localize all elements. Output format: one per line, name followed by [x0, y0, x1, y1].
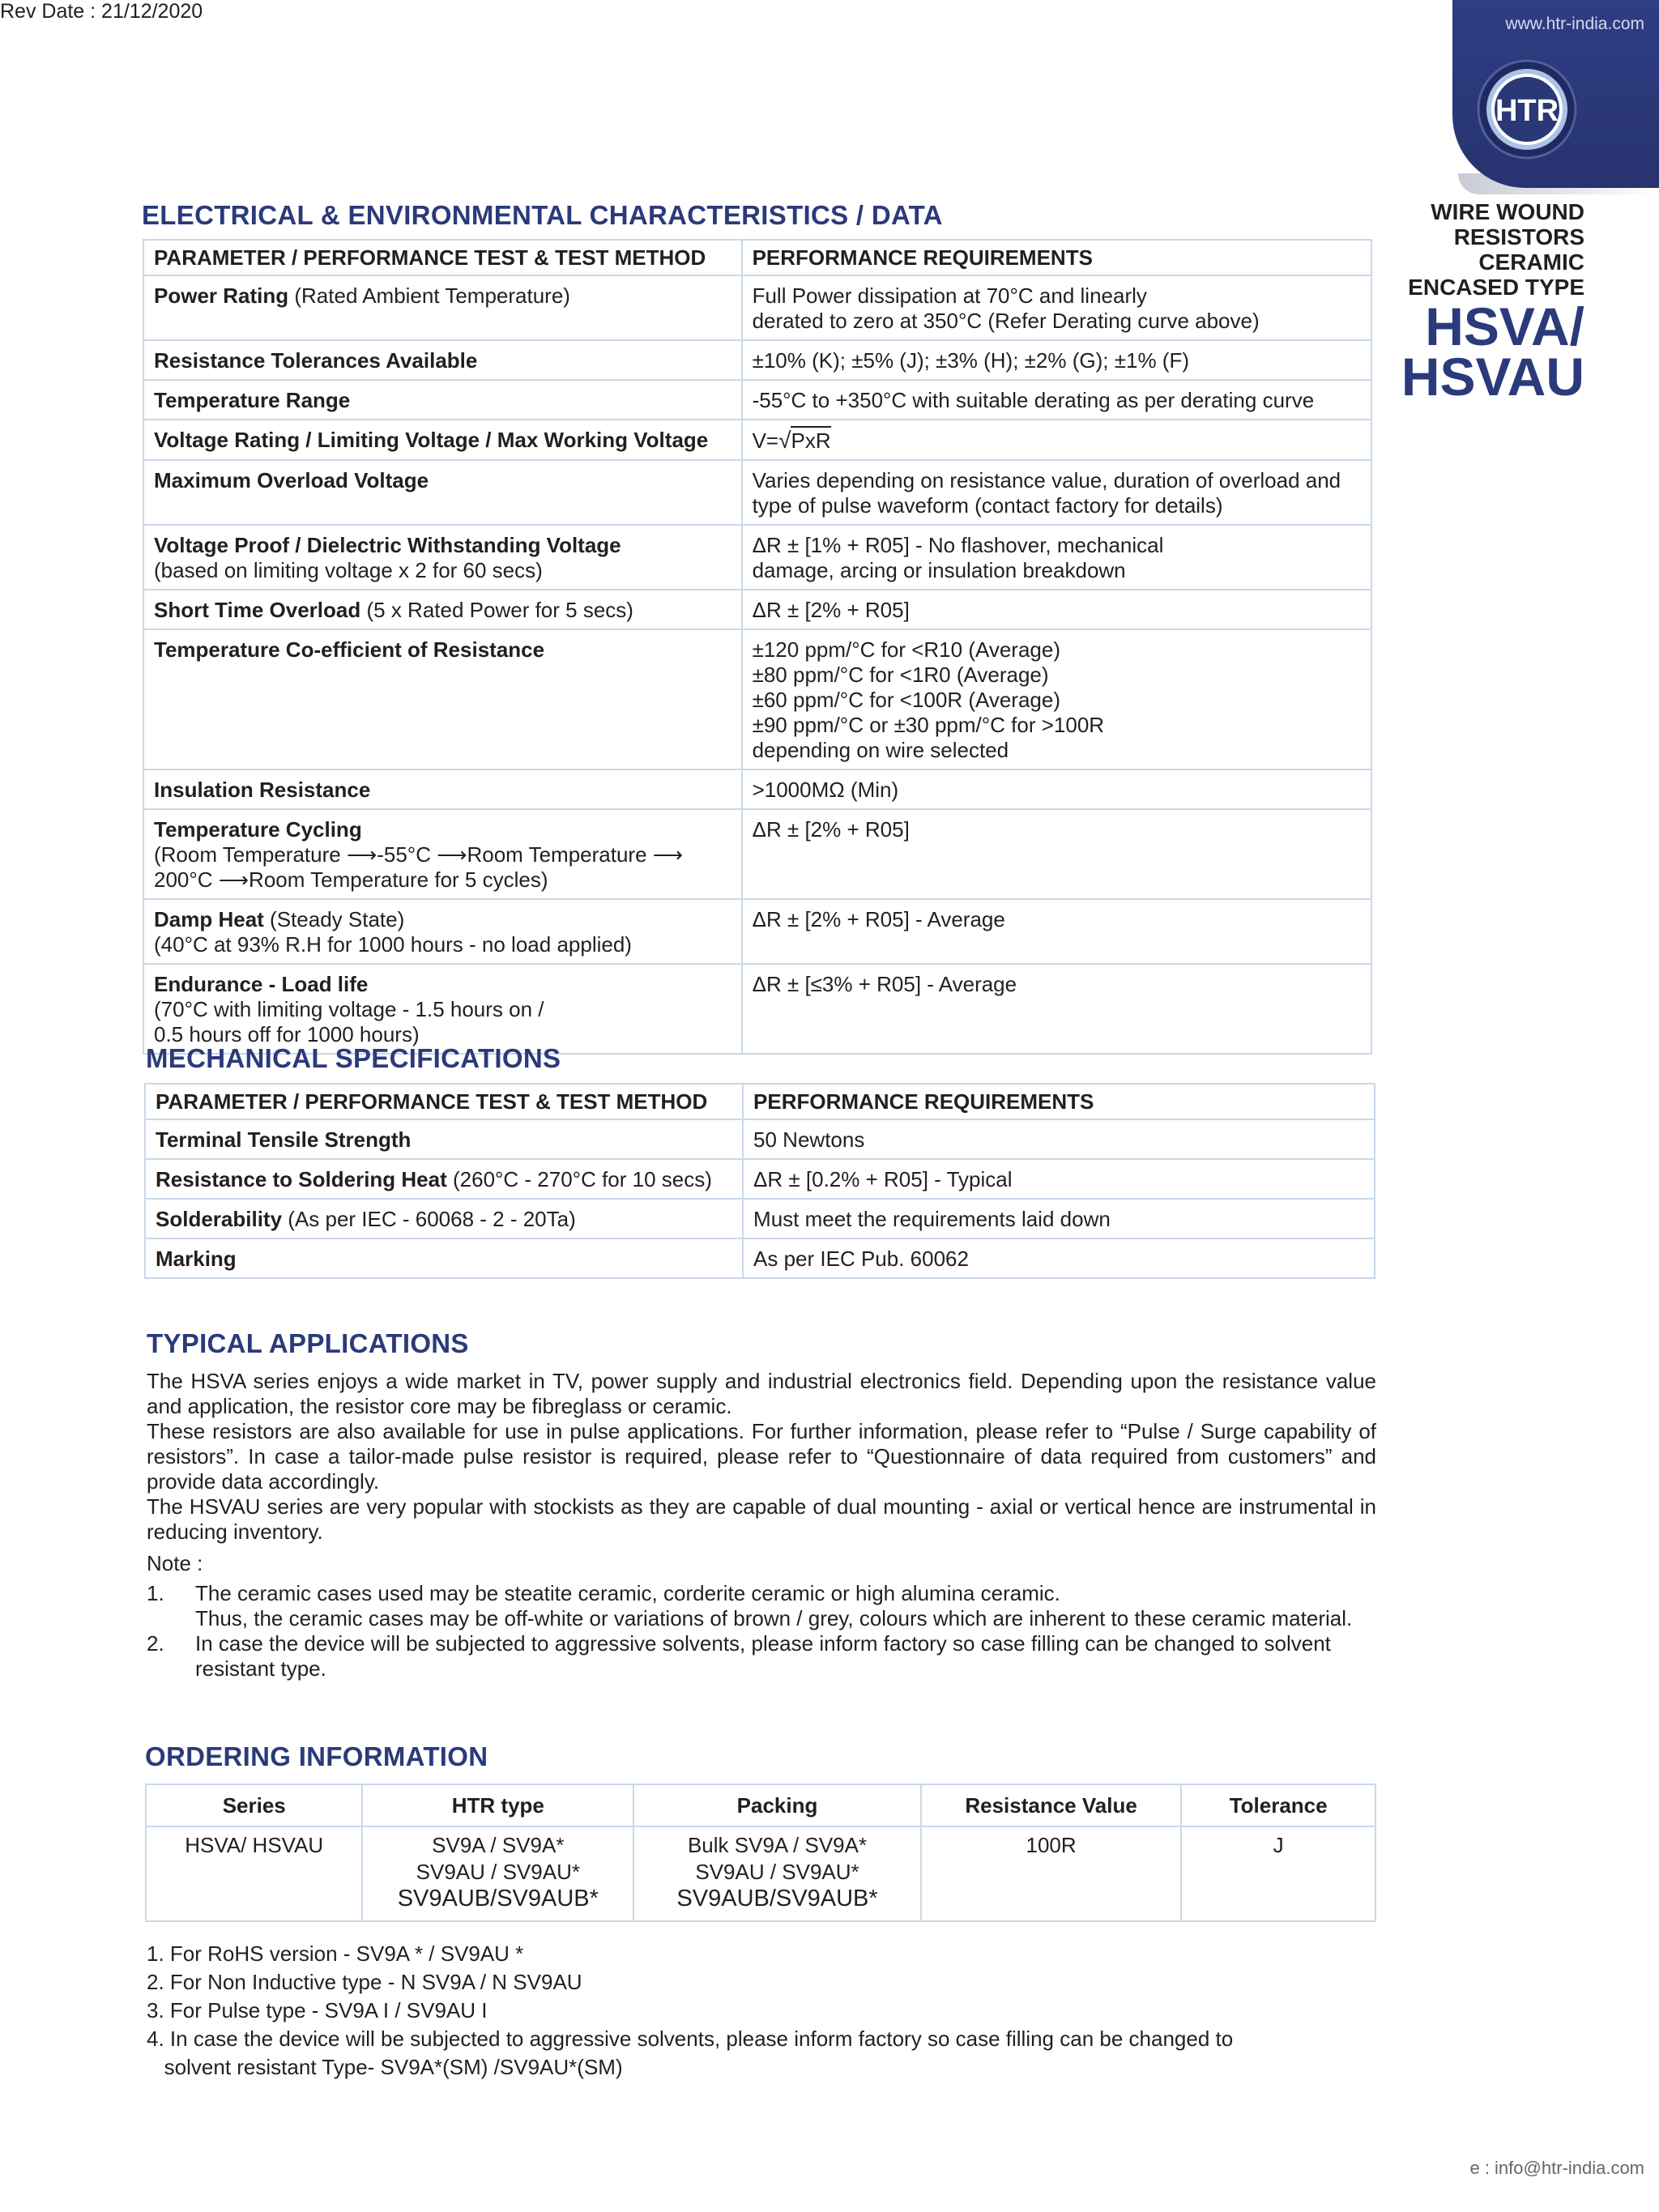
mechanical-section-title: MECHANICAL SPECIFICATIONS [146, 1043, 561, 1073]
parameter-name: Insulation Resistance [154, 778, 371, 802]
parameter-cell [143, 420, 742, 460]
parameter-note: (As per IEC - 60068 - 2 - 20Ta) [282, 1207, 576, 1231]
product-type-line: WIRE WOUND [1431, 199, 1584, 224]
ordering-note: 1. For RoHS version - SV9A * / SV9AU * [147, 1941, 524, 1966]
requirement-cell [742, 590, 1371, 629]
requirement-cell [742, 380, 1371, 420]
parameter-cell [143, 275, 742, 340]
note-number: 1. [147, 1581, 164, 1605]
table-header-row [146, 1784, 1375, 1826]
parameter-cell [143, 964, 742, 1054]
requirement-line: depending on wire selected [752, 738, 1009, 762]
requirement-cell [742, 629, 1371, 769]
parameter-name: Voltage Rating / Limiting Voltage / Max Working Voltage [154, 428, 709, 452]
column-header-parameter: PARAMETER / PERFORMANCE TEST & TEST METHOD [143, 240, 742, 275]
parameter-cell [145, 1119, 743, 1159]
column-header-series: Series [146, 1784, 362, 1826]
htr-type-cell [362, 1826, 633, 1921]
table-row [143, 340, 1371, 380]
parameter-name: Maximum Overload Voltage [154, 468, 429, 492]
parameter-cell [145, 1238, 743, 1278]
table-row [145, 1159, 1375, 1199]
column-header-resistance-value: Resistance Value [921, 1784, 1181, 1826]
requirement-cell [742, 340, 1371, 380]
table-row [143, 899, 1371, 964]
requirement-line: ±120 ppm/°C for <R10 (Average) [752, 637, 1061, 662]
parameter-note: (260°C - 270°C for 10 secs) [446, 1167, 712, 1191]
note-item [147, 1581, 1376, 1631]
requirement-line: type of pulse waveform (contact factory for details) [752, 493, 1223, 518]
rev-date: Rev Date : 21/12/2020 [0, 0, 203, 23]
parameter-name: Voltage Proof / Dielectric Withstanding Voltage [154, 533, 621, 557]
requirement-cell [742, 769, 1371, 809]
requirement-line: ΔR ± [2% + R05] [752, 817, 910, 842]
resistance-value-cell: 100R [921, 1826, 1181, 1921]
table-header-row [143, 240, 1371, 275]
requirement-cell [742, 460, 1371, 525]
applications-paragraph: The HSVAU series are very popular with stockists as they are capable of dual mounting - axial or vertical hence are instrumental in reducing inventory. [147, 1494, 1376, 1544]
htr-type-line: SV9A / SV9A* [432, 1833, 565, 1857]
table-row [143, 629, 1371, 769]
requirement-cell: ΔR ± [0.2% + R05] - Typical [743, 1159, 1375, 1199]
parameter-name: Marking [156, 1247, 237, 1271]
ordering-note: 3. For Pulse type - SV9A I / SV9AU I [147, 1998, 488, 2022]
table-row [143, 964, 1371, 1054]
ordering-note: 2. For Non Inductive type - N SV9A / N SV9AU [147, 1970, 582, 1994]
voltage-formula-radicand: PxR [791, 426, 830, 453]
parameter-name: Temperature Range [154, 388, 351, 412]
series-cell: HSVA/ HSVAU [146, 1826, 362, 1921]
parameter-note: (5 x Rated Power for 5 secs) [360, 598, 633, 622]
sqrt-symbol-icon: √ [778, 428, 791, 453]
note-number: 2. [147, 1631, 164, 1656]
requirement-line: ΔR ± [2% + R05] - Average [752, 907, 1005, 931]
table-row [143, 275, 1371, 340]
requirement-cell [742, 420, 1371, 460]
ordering-note: 4. In case the device will be subjected to aggressive solvents, please inform factory so case filling can be changed to [147, 2027, 1234, 2051]
parameter-cell [145, 1159, 743, 1199]
column-header-tolerance: Tolerance [1181, 1784, 1375, 1826]
applications-section-title: TYPICAL APPLICATIONS [147, 1328, 469, 1358]
requirement-line: damage, arcing or insulation breakdown [752, 558, 1126, 582]
column-header-packing: Packing [633, 1784, 921, 1826]
packing-line: SV9AU / SV9AU* [695, 1860, 859, 1884]
ordering-note: solvent resistant Type- SV9A*(SM) /SV9AU*(SM) [147, 2055, 623, 2079]
website-link[interactable]: www.htr-india.com [1505, 15, 1644, 33]
parameter-note: (70°C with limiting voltage - 1.5 hours on / [154, 997, 544, 1021]
parameter-note: 200°C ⟶Room Temperature for 5 cycles) [154, 867, 548, 892]
parameter-name: Resistance Tolerances Available [154, 348, 478, 373]
column-header-htr-type: HTR type [362, 1784, 633, 1826]
table-row [143, 420, 1371, 460]
parameter-name: Terminal Tensile Strength [156, 1127, 412, 1152]
product-type-line: RESISTORS [1453, 224, 1584, 249]
requirement-cell [742, 964, 1371, 1054]
parameter-cell [143, 629, 742, 769]
ordering-table [145, 1784, 1376, 1922]
parameter-name: Endurance - Load life [154, 972, 369, 996]
requirement-cell [742, 275, 1371, 340]
requirement-cell [742, 899, 1371, 964]
column-header-parameter: PARAMETER / PERFORMANCE TEST & TEST METHOD [145, 1084, 743, 1119]
note-line: resistant type. [195, 1656, 326, 1681]
applications-body [147, 1369, 1376, 1681]
product-type-line: ENCASED TYPE [1408, 275, 1584, 300]
note-line: Thus, the ceramic cases may be off-white or variations of brown / grey, colours which are inherent to these ceramic material. [195, 1606, 1353, 1630]
parameter-cell [143, 525, 742, 590]
parameter-note: (Rated Ambient Temperature) [288, 283, 570, 308]
voltage-formula-prefix: V= [752, 428, 779, 453]
table-row [143, 525, 1371, 590]
table-row [143, 769, 1371, 809]
parameter-name: Temperature Co-efficient of Resistance [154, 637, 545, 662]
note-label: Note : [147, 1551, 203, 1575]
requirement-line: >1000MΩ (Min) [752, 778, 899, 802]
column-header-requirements: PERFORMANCE REQUIREMENTS [742, 240, 1371, 275]
parameter-name: Temperature Cycling [154, 817, 362, 842]
requirement-line: Full Power dissipation at 70°C and linearly [752, 283, 1147, 308]
requirement-cell [742, 809, 1371, 899]
product-type [1408, 199, 1584, 300]
product-type-line: CERAMIC [1478, 249, 1584, 275]
requirement-line: ±90 ppm/°C or ±30 ppm/°C for >100R [752, 713, 1105, 737]
parameter-cell [143, 899, 742, 964]
table-row [143, 460, 1371, 525]
parameter-name: Power Rating [154, 283, 289, 308]
column-header-requirements: PERFORMANCE REQUIREMENTS [743, 1084, 1375, 1119]
note-item [147, 1631, 1376, 1681]
requirement-line: ΔR ± [2% + R05] [752, 598, 910, 622]
table-row [143, 809, 1371, 899]
htr-logo-icon [1476, 58, 1578, 160]
product-code [1401, 296, 1584, 407]
table-row [143, 590, 1371, 629]
electrical-section-title: ELECTRICAL & ENVIRONMENTAL CHARACTERISTICS / DATA [142, 200, 943, 230]
parameter-name: Damp Heat [154, 907, 264, 931]
table-row [145, 1238, 1375, 1278]
note-line: The ceramic cases used may be steatite ceramic, corderite ceramic or high alumina ceramic. [195, 1581, 1060, 1605]
requirement-line: Varies depending on resistance value, duration of overload and [752, 468, 1341, 492]
packing-line: SV9AUB/SV9AUB* [676, 1886, 878, 1912]
ordering-notes [147, 1940, 1233, 2082]
parameter-note: (Room Temperature ⟶-55°C ⟶Room Temperature ⟶ [154, 842, 684, 867]
requirement-cell: As per IEC Pub. 60062 [743, 1238, 1375, 1278]
parameter-cell [145, 1199, 743, 1238]
parameter-note: (40°C at 93% R.H for 1000 hours - no load applied) [154, 932, 632, 957]
tolerance-cell: J [1181, 1826, 1375, 1921]
applications-paragraph: The HSVA series enjoys a wide market in TV, power supply and industrial electronics field. Depending upon the resistance value and application, the resistor core may be fibreglass or ceramic. [147, 1369, 1376, 1418]
parameter-cell [143, 460, 742, 525]
requirement-line: ±80 ppm/°C for <1R0 (Average) [752, 663, 1049, 687]
footer-email[interactable]: e : info@htr-india.com [1469, 2158, 1644, 2178]
parameter-name: Short Time Overload [154, 598, 361, 622]
htr-type-line: SV9AU / SV9AU* [416, 1860, 580, 1884]
requirement-line: derated to zero at 350°C (Refer Derating curve above) [752, 309, 1260, 333]
logo-text: HTR [1495, 94, 1559, 128]
ordering-section-title: ORDERING INFORMATION [145, 1741, 488, 1771]
requirement-line: ±10% (K); ±5% (J); ±3% (H); ±2% (G); ±1% (F) [752, 348, 1189, 373]
table-row [143, 380, 1371, 420]
product-code-line: HSVA/ [1425, 296, 1584, 356]
requirement-cell: 50 Newtons [743, 1119, 1375, 1159]
parameter-note: (Steady State) [263, 907, 405, 931]
table-row [146, 1826, 1375, 1921]
electrical-table [143, 239, 1372, 1055]
parameter-cell [143, 380, 742, 420]
requirement-line: ΔR ± [≤3% + R05] - Average [752, 972, 1017, 996]
parameter-cell [143, 809, 742, 899]
parameter-note: 0.5 hours off for 1000 hours) [154, 1022, 420, 1046]
note-line: In case the device will be subjected to aggressive solvents, please inform factory so case filling can be changed to solvent [195, 1631, 1331, 1656]
table-header-row [145, 1084, 1375, 1119]
packing-cell [633, 1826, 921, 1921]
requirement-line: ±60 ppm/°C for <100R (Average) [752, 688, 1061, 712]
mechanical-table [144, 1083, 1375, 1279]
product-code-line: HSVAU [1401, 347, 1584, 407]
applications-paragraph: These resistors are also available for use in pulse applications. For further information, please refer to “Pulse / Surge capability of resistors”. In case a tailor-made pulse resistor is required, please refer to “Questionnaire of data required from customers” and provide data accordingly. [147, 1419, 1376, 1494]
parameter-note: (based on limiting voltage x 2 for 60 secs) [154, 558, 543, 582]
parameter-name: Resistance to Soldering Heat [156, 1167, 447, 1191]
parameter-cell [143, 340, 742, 380]
table-row [145, 1199, 1375, 1238]
requirement-cell [742, 525, 1371, 590]
parameter-name: Solderability [156, 1207, 283, 1231]
requirement-line: -55°C to +350°C with suitable derating as per derating curve [752, 388, 1315, 412]
requirement-cell: Must meet the requirements laid down [743, 1199, 1375, 1238]
table-row [145, 1119, 1375, 1159]
parameter-cell [143, 590, 742, 629]
packing-line: Bulk SV9A / SV9A* [687, 1833, 868, 1857]
requirement-line: ΔR ± [1% + R05] - No flashover, mechanical [752, 533, 1164, 557]
parameter-cell [143, 769, 742, 809]
htr-type-line: SV9AUB/SV9AUB* [397, 1886, 599, 1912]
